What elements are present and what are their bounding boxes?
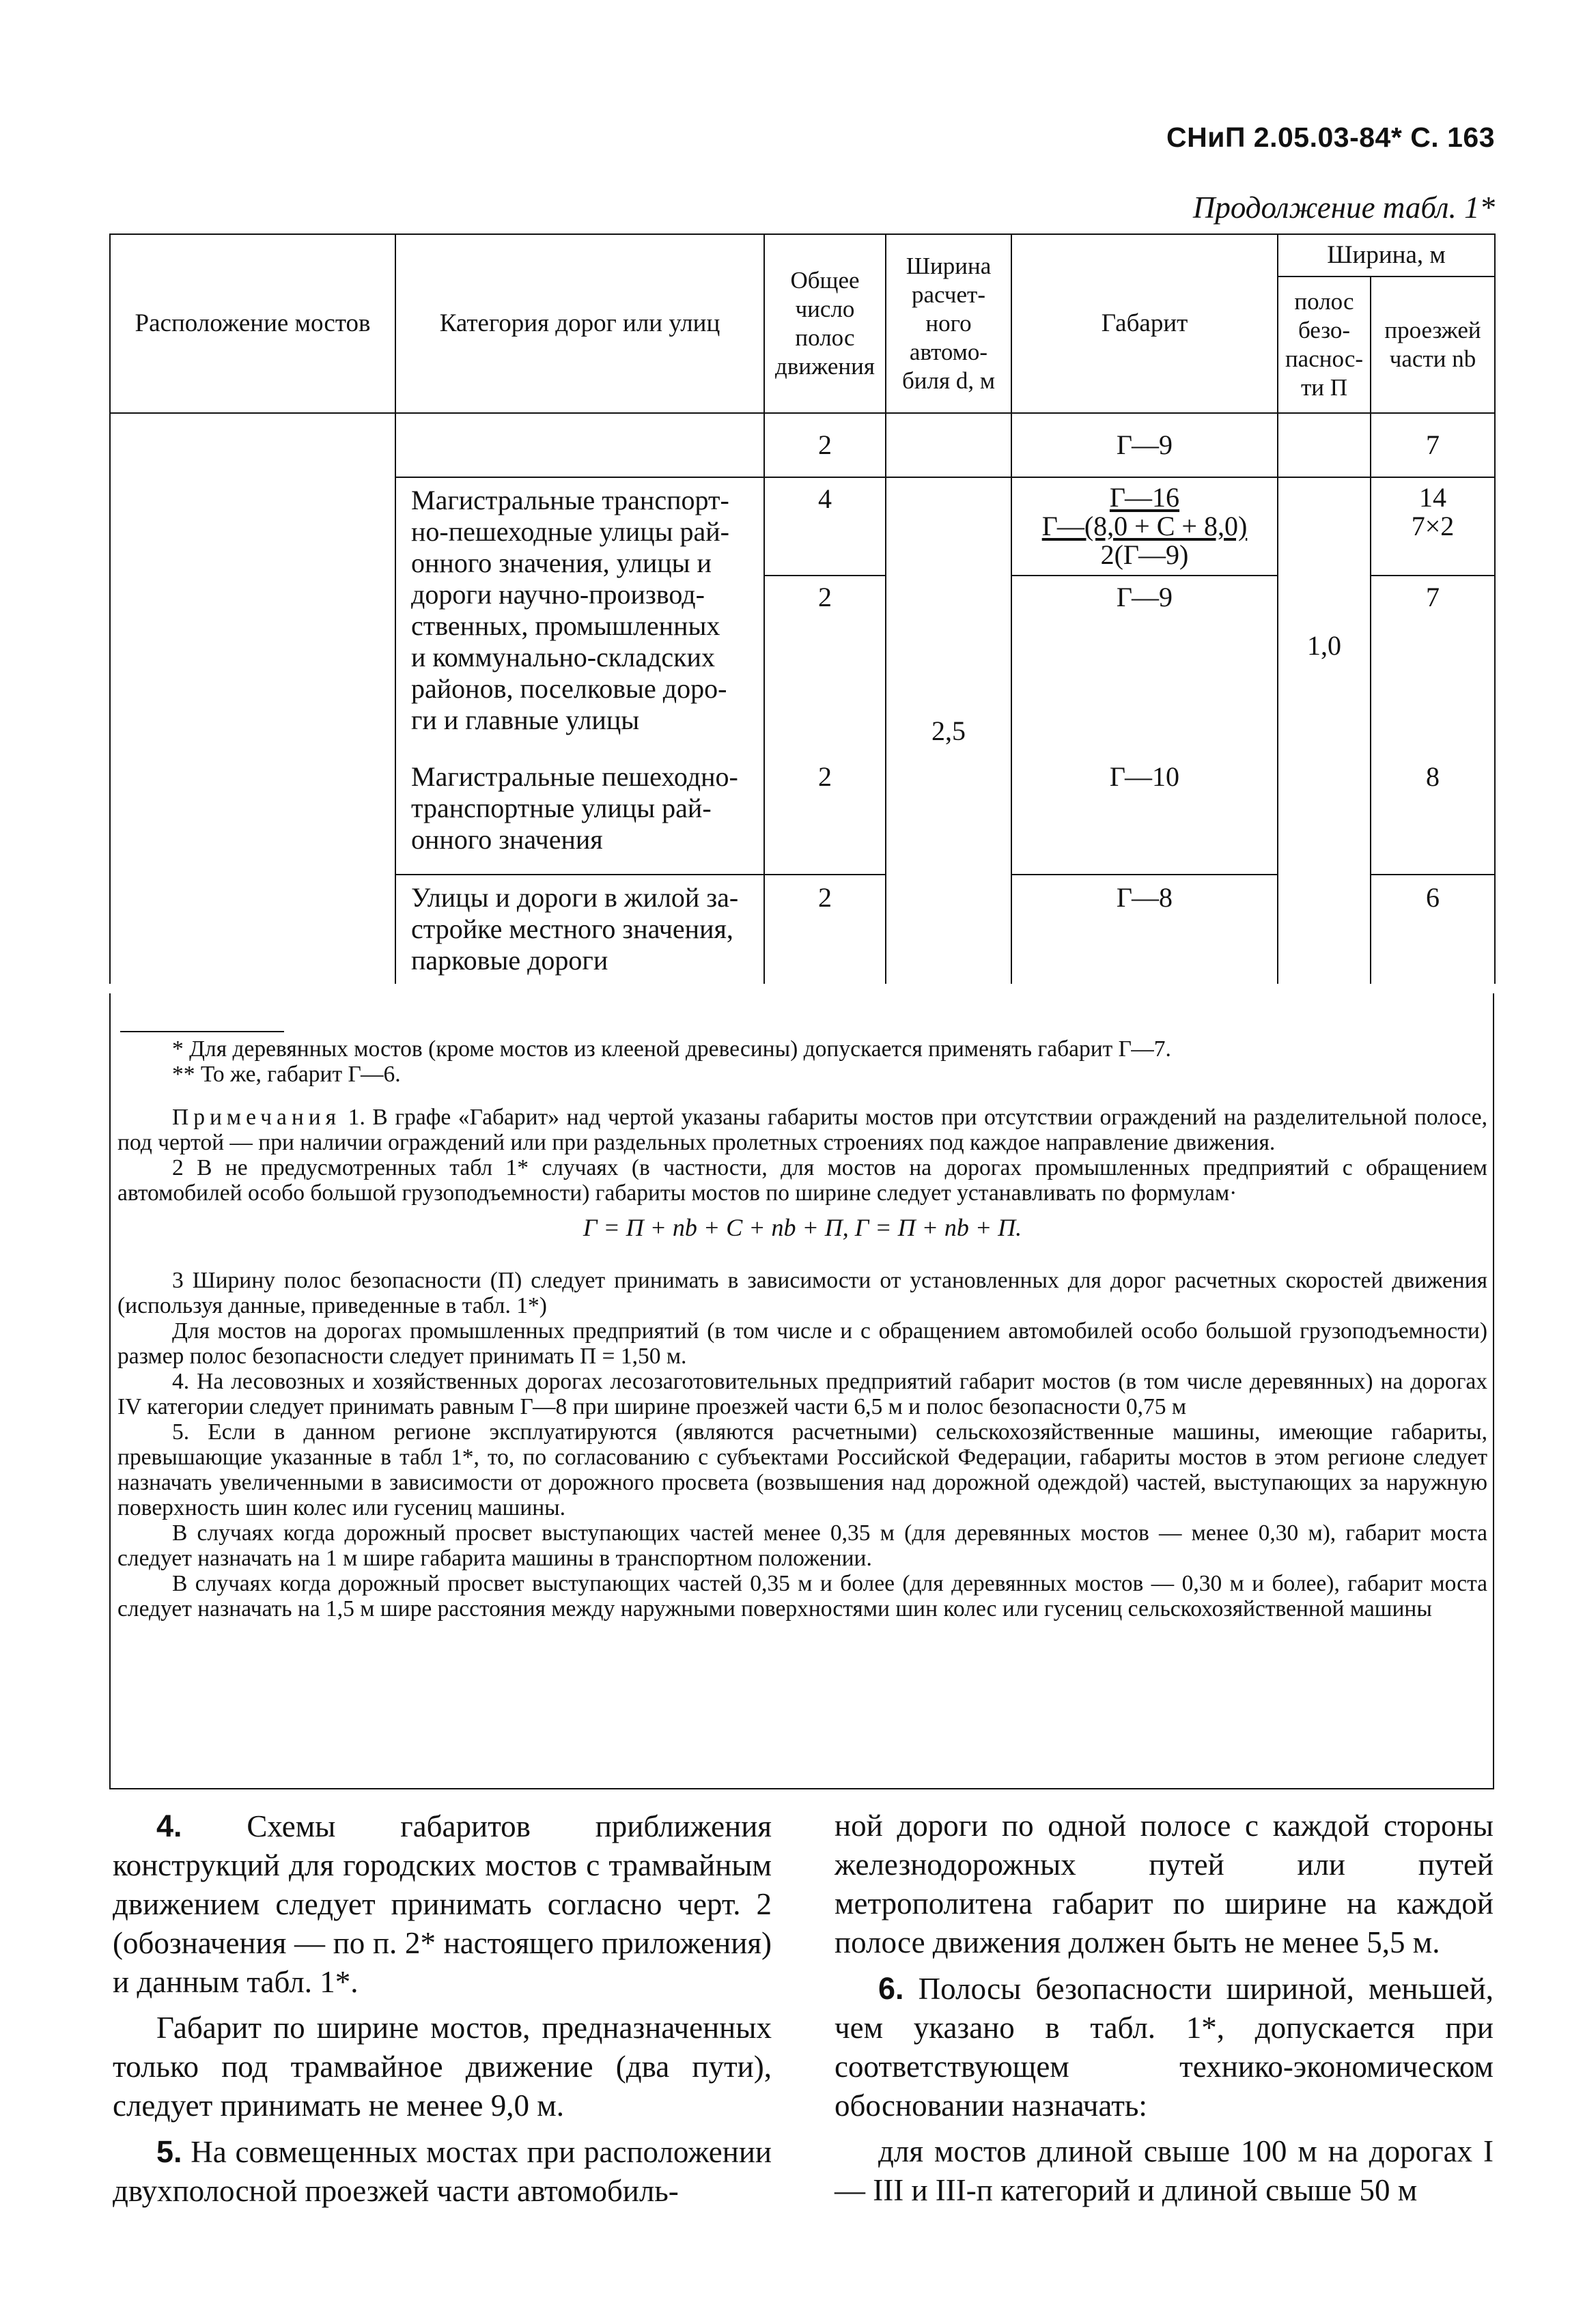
note-4: 4. На лесовозных и хозяйственных дорогах лесозаготовительных предприятий габарит мостов (в том числе деревянных) на дорогах IV категории следует принимать равным Г—8 при ширине проезжей части 6,5 м и полос безопасности 0,75 м [117, 1369, 1487, 1419]
header-category: Категория дорог или улиц [395, 234, 764, 413]
note-5c: В случаях когда дорожный просвет выступающих частей 0,35 м и более (для деревянных мостов — 0,30 м и более), габарит моста следует назначать на 1,5 м шире расстояния между наружными поверхностями шин колес или гусениц сельскохозяйственной машины [117, 1571, 1487, 1621]
gabarit-cell: Г—9 [1011, 413, 1278, 477]
gabarit-cell: Г—10 [1011, 754, 1278, 875]
carriageway-cell: 7 [1371, 413, 1495, 477]
table-continuation-caption: Продолжение табл. 1* [1192, 190, 1495, 225]
paragraph-4b: Габарит по ширине мостов, предназначенных только под трамвайное движение (два пути), следует принимать не менее 9,0 м. [113, 2011, 772, 2123]
gabarit-table [109, 233, 1496, 984]
gabarit-fraction-cell [1011, 477, 1278, 576]
safety-merged-cell: 1,0 [1278, 477, 1371, 984]
safety-cell-empty [1278, 413, 1371, 477]
footnote-rule [120, 1031, 284, 1032]
vehicle-width-cell-empty [886, 413, 1011, 477]
location-cell-empty [110, 413, 395, 984]
header-gabarit: Габарит [1011, 234, 1278, 413]
table-row [110, 413, 1495, 477]
paragraph-5-continued: ной дороги по одной полосе с каждой стороны железнодорожных путей или путей метрополитена габарит по ширине на каждой полосе движения должен быть не менее 5,5 м. [835, 1809, 1494, 1959]
note-2: 2 В не предусмотренных табл 1* случаях (в частности, для мостов на дорогах промышленных предприятий с обращением автомобилей особо большой грузоподъемности) габариты мостов по ширине следует устанавливать по формулам· [117, 1155, 1487, 1206]
note-5: 5. Если в данном регионе эксплуатируются (являются расчетными) сельскохозяйственные машины, имеющие габариты, превышающие указанные в табл 1*, то, по согласованию с субъектами Российской Федерации, габариты мостов в этом регионе следует назначать увеличенными в зависимости от дорожного просвета (возвышения над дорожной одеждой) частей, выступающих за наружную поверхность шин колес или гусениц машины. [117, 1419, 1487, 1520]
note-3b: Для мостов на дорогах промышленных предприятий (в том числе и с обращением автомобилей особо большой грузоподъемности) размер полос безопасности следует принимать П = 1,50 м. [117, 1318, 1487, 1369]
lanes-cell: 2 [764, 576, 886, 754]
gabarit-cell: Г—9 [1011, 576, 1278, 754]
header-vehicle-width: Ширина расчет- ного автомо- биля d, м [886, 234, 1011, 413]
table-notes [109, 993, 1494, 1789]
paragraph-6: 6. Полосы безопасности шириной, меньшей, чем указано в табл. 1*, допускается при соответствующем технико-экономическом обосновании назначать: [835, 1971, 1494, 2123]
header-lanes: Общее число полос движения [764, 234, 886, 413]
footnote-2: ** То же, габарит Г—6. [172, 1062, 401, 1087]
paragraph-6b: для мостов длиной свыше 100 м на дорогах I — III и III-п категорий и длиной свыше 50 м [835, 2134, 1494, 2207]
category-cell: Магистральные пешеходно- транспортные улицы рай- онного значения [395, 754, 764, 875]
carriageway-cell: 6 [1371, 875, 1495, 984]
body-right-column [835, 1806, 1494, 2217]
gabarit-fraction: Г—16 Г—(8,0 + С + 8,0) 2(Г—9) [1041, 482, 1248, 570]
category-cell: Улицы и дороги в жилой за- стройке местного значения, парковые дороги [395, 875, 764, 984]
page-header: СНиП 2.05.03-84* С. 163 [1166, 122, 1495, 153]
carriageway-cell: 8 [1371, 754, 1495, 875]
note-1: Примечания 1. В графе «Габарит» над чертой указаны габариты мостов при отсутствии ограждений на разделительной полосе, под чертой — при наличии ограждений или при раздельных пролетных строениях под каждое направление движения. [117, 1105, 1488, 1155]
category-cell: Магистральные транспорт- но-пешеходные улицы рай- онного значения, улицы и дороги научно-производ- ственных, промышленных и коммунально-складских районов, поселковые доро- ги и главные улицы [395, 477, 764, 754]
gabarit-cell: Г—8 [1011, 875, 1278, 984]
paragraph-4: 4. Схемы габаритов приближения конструкций для городских мостов с трамвайным движением следует принимать согласно черт. 2 (обозначения — по п. 2* настоящего приложения) и данным табл. 1*. [113, 1809, 772, 1999]
note-3: 3 Ширину полос безопасности (П) следует принимать в зависимости от установленных для дорог расчетных скоростей движения (используя данные, приведенные в табл. 1*) [117, 1268, 1487, 1318]
vehicle-width-merged-cell: 2,5 [886, 477, 1011, 984]
footnote-1: * Для деревянных мостов (кроме мостов из клееной древесины) допускается применять габарит Г—7. [172, 1036, 1171, 1062]
lanes-cell: 2 [764, 754, 886, 875]
header-safety-strip: полос безо- паснос- ти П [1278, 277, 1371, 413]
body-left-column [113, 1806, 772, 2217]
lanes-cell: 2 [764, 875, 886, 984]
category-cell-empty [395, 413, 764, 477]
carriageway-cell: 7 [1371, 576, 1495, 754]
note-5b: В случаях когда дорожный просвет выступающих частей менее 0,35 м (для деревянных мостов — менее 0,30 м), габарит моста следует назначать на 1 м шире габарита машины в транспортном положении. [117, 1520, 1487, 1571]
header-carriageway: проезжей части nb [1371, 277, 1495, 413]
header-location: Расположение мостов [110, 234, 395, 413]
formula: Г = П + nb + С + nb + П, Г = П + nb + П. [583, 1214, 1022, 1241]
lanes-cell: 2 [764, 413, 886, 477]
paragraph-5: 5. На совмещенных мостах при расположении двухполосной проезжей части автомобиль- [113, 2134, 772, 2208]
lanes-cell: 4 [764, 477, 886, 576]
header-width-group: Ширина, м [1278, 234, 1495, 277]
carriageway-cell: 14 7×2 [1371, 477, 1495, 576]
